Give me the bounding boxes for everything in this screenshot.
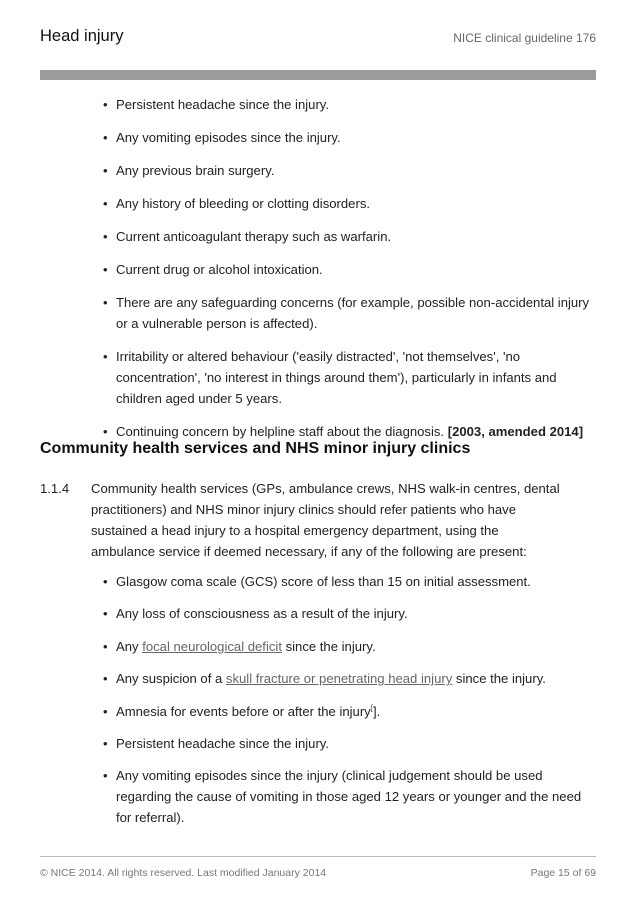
recommendation-number: 1.1.4 — [40, 481, 70, 496]
list-item-text: since the injury. — [452, 671, 546, 687]
list-item: • Current anticoagulant therapy such as warfarin. — [103, 226, 598, 247]
list-item — [103, 421, 598, 442]
list-item: • Any vomiting episodes since the injury (clinical judgement should be used regarding the cause of vomiting in those aged 12 years or younger and the need for referral). — [103, 765, 598, 828]
list-item: • Persistent headache since the injury. — [103, 94, 598, 115]
amendment-tag: [2003, amended 2014] — [447, 424, 584, 439]
list-item — [103, 701, 598, 722]
list-item: • There are any safeguarding concerns (for example, possible non-accidental injury or a vulnerable person is affected). — [103, 292, 598, 334]
list-item-text: Amnesia for events before or after the injury — [116, 703, 371, 719]
list-item: • Any loss of consciousness as a result of the injury. — [103, 603, 598, 624]
list-item: • Persistent headache since the injury. — [103, 733, 598, 754]
list-item-text: Continuing concern by helpline staff about the diagnosis. — [116, 424, 445, 439]
list-item-text: since the injury. — [281, 638, 376, 654]
list-item: • Irritability or altered behaviour ('easily distracted', 'not themselves', 'no concentration', 'no interest in things around them'), particularly in infants and children aged under 5 years. — [103, 346, 598, 409]
list-item-text: Any suspicion of a — [116, 671, 226, 687]
list-item: • Any previous brain surgery. — [103, 160, 598, 181]
guideline-label: NICE clinical guideline 176 — [453, 31, 596, 45]
skull-fracture-link[interactable]: skull fracture or penetrating head injury — [225, 671, 453, 687]
recommendation-text: Community health services (GPs, ambulance crews, NHS walk-in centres, dental practitioners) and NHS minor injury clinics should refer patients who have sustained a head injury to a hospital emergency department, using the ambulance service if deemed necessary, if any of the following are present: — [91, 481, 560, 559]
header-divider — [40, 70, 596, 80]
focal-neurological-deficit-link[interactable]: focal neurological deficit — [142, 638, 282, 654]
list-item: • Glasgow coma scale (GCS) score of less than 15 on initial assessment. — [103, 571, 598, 592]
section-heading: Community health services and NHS minor injury clinics — [40, 440, 471, 457]
referral-criteria-list — [103, 94, 598, 454]
list-item-text: Any — [116, 638, 143, 654]
document-title: Head injury — [40, 27, 124, 45]
community-referral-list — [103, 571, 598, 840]
list-item: • Current drug or alcohol intoxication. — [103, 259, 598, 280]
list-item: • Any vomiting episodes since the injury. — [103, 127, 598, 148]
footer-divider — [40, 856, 596, 857]
list-item — [103, 636, 598, 657]
list-item: • Any history of bleeding or clotting disorders. — [103, 193, 598, 214]
list-item-text: ]. — [372, 703, 381, 719]
footnote-reference[interactable]: [ — [370, 703, 373, 713]
page-number: Page 15 of 69 — [530, 867, 596, 879]
list-item — [103, 668, 598, 689]
copyright-notice: © NICE 2014. All rights reserved. Last modified January 2014 — [40, 867, 327, 879]
